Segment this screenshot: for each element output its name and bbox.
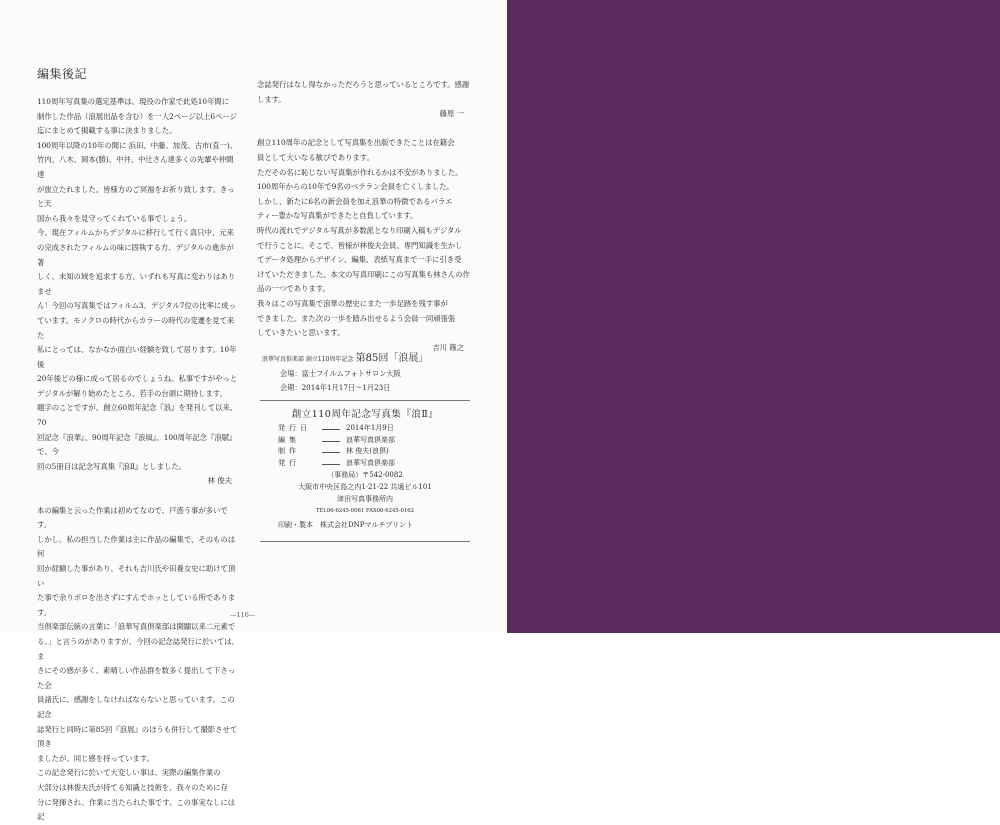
page-number: —116— xyxy=(230,611,256,619)
colophon-label: 発行日 xyxy=(278,424,311,432)
text-line: 迄にまとめて掲載する事に決まりました。 xyxy=(37,126,177,136)
text-line: 私にとっては、なかなか面白い経験を致して居ります。10年後 xyxy=(37,345,237,369)
colophon-dash xyxy=(322,464,340,465)
text-line: 題字のことですが、創立60周年記念『浪』を発刊して以来、70 xyxy=(37,403,238,428)
text-line: ん！今回の写真集ではフィルム3、デジタル7位の比率に成っ xyxy=(37,301,236,311)
spacer xyxy=(37,489,240,504)
colophon-row xyxy=(260,423,470,435)
exhibition-title-line xyxy=(262,352,467,367)
text-line: します。 xyxy=(257,94,286,104)
colophon-row xyxy=(260,446,470,458)
exhibition-period: 会期：2014年1月17日～1月23日 xyxy=(280,383,391,392)
text-line: ただその名に恥じない写真集が作れるかは不安がありました。 xyxy=(257,167,463,177)
text-line: 創立110周年の記念として写真集を出版できたことは在籍会 xyxy=(257,138,455,148)
text-line: 回か経験した事があり、それも吉川氏や田養女史に助けて頂い xyxy=(37,564,236,588)
colophon-value: 浪華写真倶楽部 xyxy=(346,435,395,444)
colophon-office-name: 津田写真事務所内 xyxy=(337,495,393,503)
signature-yoshikawa: 吉川 篠之 xyxy=(432,342,464,352)
colophon-phone: TEL06-6245-0061 FAX06-6245-0162 xyxy=(316,508,414,514)
text-line: 国から我々を見守ってくれている事でしょう。 xyxy=(37,213,192,223)
text-line: デジタルが解り始めたところ、若手の台頭に期待します。 xyxy=(37,388,227,398)
text-line: しかし、新たに6名の新会員を加え浪華の特徴であるバラエ xyxy=(257,196,453,206)
text-line: で行うことに。そこで、皆様が林俊夫会員、専門知識を生かし xyxy=(257,240,463,250)
colophon-row xyxy=(260,435,470,447)
text-line: 制作した作品（浪展出品を含む）を一人2ページ以上6ページ xyxy=(37,111,237,121)
text-line: ています。モノクロの時代からカラーの時代の変遷を見て来た xyxy=(37,315,235,340)
text-line: 今、現在フィルムからデジタルに移行して行く真只中、元来 xyxy=(37,228,234,238)
colophon-row xyxy=(260,458,470,470)
colophon-office-label: （事務局）〒542-0082 xyxy=(327,471,403,479)
colophon-printer: 印刷・製本 株式会社DNPマルチプリント xyxy=(278,521,414,529)
text-line: 分に発揮され、作業に当たられた事です。この事実なしには記 xyxy=(37,797,236,822)
text-line: 我々はこの写真集で浪華の歴史にまた一歩足跡を残す事が xyxy=(257,298,448,308)
text-line: していきたいと思います。 xyxy=(257,328,345,338)
text-line: 員諸氏に、感謝をしなければならないと思っています。この記念 xyxy=(37,695,235,719)
page-heading: 編集後記 xyxy=(37,67,88,81)
colophon-value: 林 俊夫(浪倶) xyxy=(346,447,389,455)
text-line: 本の編集と云った作業は初めてなので、戸惑う事が多いです。 xyxy=(37,505,228,530)
text-line: 員として大いなる歓びであります。 xyxy=(257,152,374,162)
text-line: 100周年からの10年で9名のベテラン会員を亡くしました。 xyxy=(257,182,454,192)
colophon-label: 発行 xyxy=(278,458,300,467)
text-line: ティー豊かな写真集ができたと自負しています。 xyxy=(257,211,418,221)
text-line: しかし、私の担当した作業は主に作品の編集で、そのものは何 xyxy=(37,534,236,559)
text-line: が旅立たれました。皆様方のご冥福をお祈り致します。きっと天 xyxy=(37,184,235,209)
spacer xyxy=(257,122,472,137)
afterword-column-1 xyxy=(37,95,240,825)
exhibition-title: 第85回「浪展」 xyxy=(355,353,429,364)
text-line: る。」と言うのがありますが、今回の記念誌発行に於いては、ま xyxy=(37,636,239,661)
colophon-label: 制作 xyxy=(278,447,300,455)
text-line: さにその感が多く、素晴しい作品群を数多く提出して下さった会 xyxy=(37,666,236,690)
text-line: てデータ処理からデザイン、編集、表紙写真まで一手に引き受 xyxy=(257,255,462,265)
exhibition-notice xyxy=(262,352,467,395)
text-line: できました。また次の一歩を踏み出せるよう会員一同頑張張 xyxy=(257,313,456,323)
colophon-title: 創立110周年記念写真集『浪Ⅱ』 xyxy=(291,409,439,420)
text-line: 念誌発行はなし得なかっただろうと思っているところです。感謝 xyxy=(257,80,470,89)
colophon-dash xyxy=(322,429,340,430)
colophon-value: 浪華写真倶楽部 xyxy=(346,458,395,467)
text-line: 回の5冊目は記念写真集『浪Ⅱ』としました。 xyxy=(37,461,187,471)
signature-hayashi: 林 俊夫 xyxy=(207,476,232,486)
text-line: 誌発行と同時に第85回『浪展』のほうも併行して撮影させて頂き xyxy=(37,724,238,749)
text-line: この記念発行に於いて大変しい事は、実際の編集作業の xyxy=(37,768,221,778)
text-line: 時代の流れでデジタル写真が多数派となり印刷入稿もデジタル xyxy=(257,225,462,235)
exhibition-venue: 会場：富士フイルムフォトサロン大阪 xyxy=(280,369,401,378)
colophon-dash xyxy=(322,452,340,453)
afterword-column-2 xyxy=(257,78,472,355)
text-line: の完成されたフィルムの味に固執する方、デジタルの進歩が著 xyxy=(37,242,234,267)
text-line: しく、未知の域を追求する方、いずれも写真に変わりはありませ xyxy=(37,272,236,296)
purple-cover-page xyxy=(507,0,1000,633)
text-line: けていただきました。本文の写真印刷にこの写真集も林さんの作 xyxy=(257,269,470,279)
text-line: 品の一つであります。 xyxy=(257,284,330,294)
text-line: 20年後どの様に成って居るのでしょうね。私事ですがやっと xyxy=(37,374,238,384)
colophon-address: 大阪市中央区島之内1-21-22 共通ビル101 xyxy=(298,483,432,491)
exhibition-prefix: 浪華写真倶楽部 創立110周年記念 xyxy=(262,356,354,363)
text-line: た事で余りボロを出さずにすんでホッとしている所であります。 xyxy=(37,593,236,617)
signature-fujiwara: 藤原 一 xyxy=(439,109,464,119)
text-line: 当倶楽部伝統の言葉に「浪華写真倶楽部は開闢以来二元素で xyxy=(37,622,236,632)
colophon-dash xyxy=(322,441,340,442)
colophon-label: 編集 xyxy=(278,435,300,444)
text-line: 110周年写真集の選定基準は、現役の作家で此処10年間に xyxy=(37,97,230,106)
text-line: 大部分は林俊夫氏が持てる知識と技術を、我々のために存 xyxy=(37,782,228,792)
text-line: 100周年以降の10年の間に 浜田、中藤、加茂、古市(直一)、 xyxy=(37,140,238,150)
colophon xyxy=(260,400,470,542)
text-line: 竹内、八木、岡本(勝)、中井、中辻さん達多くの先輩や仲間達 xyxy=(37,155,234,179)
text-line: 回記念『浪華』、90周年記念『浪風』、100周年記念『浪賦』で、今 xyxy=(37,432,237,457)
colophon-value: 2014年1月9日 xyxy=(346,424,394,432)
text-line: ましたが、同じ感を持っています。 xyxy=(37,753,154,763)
